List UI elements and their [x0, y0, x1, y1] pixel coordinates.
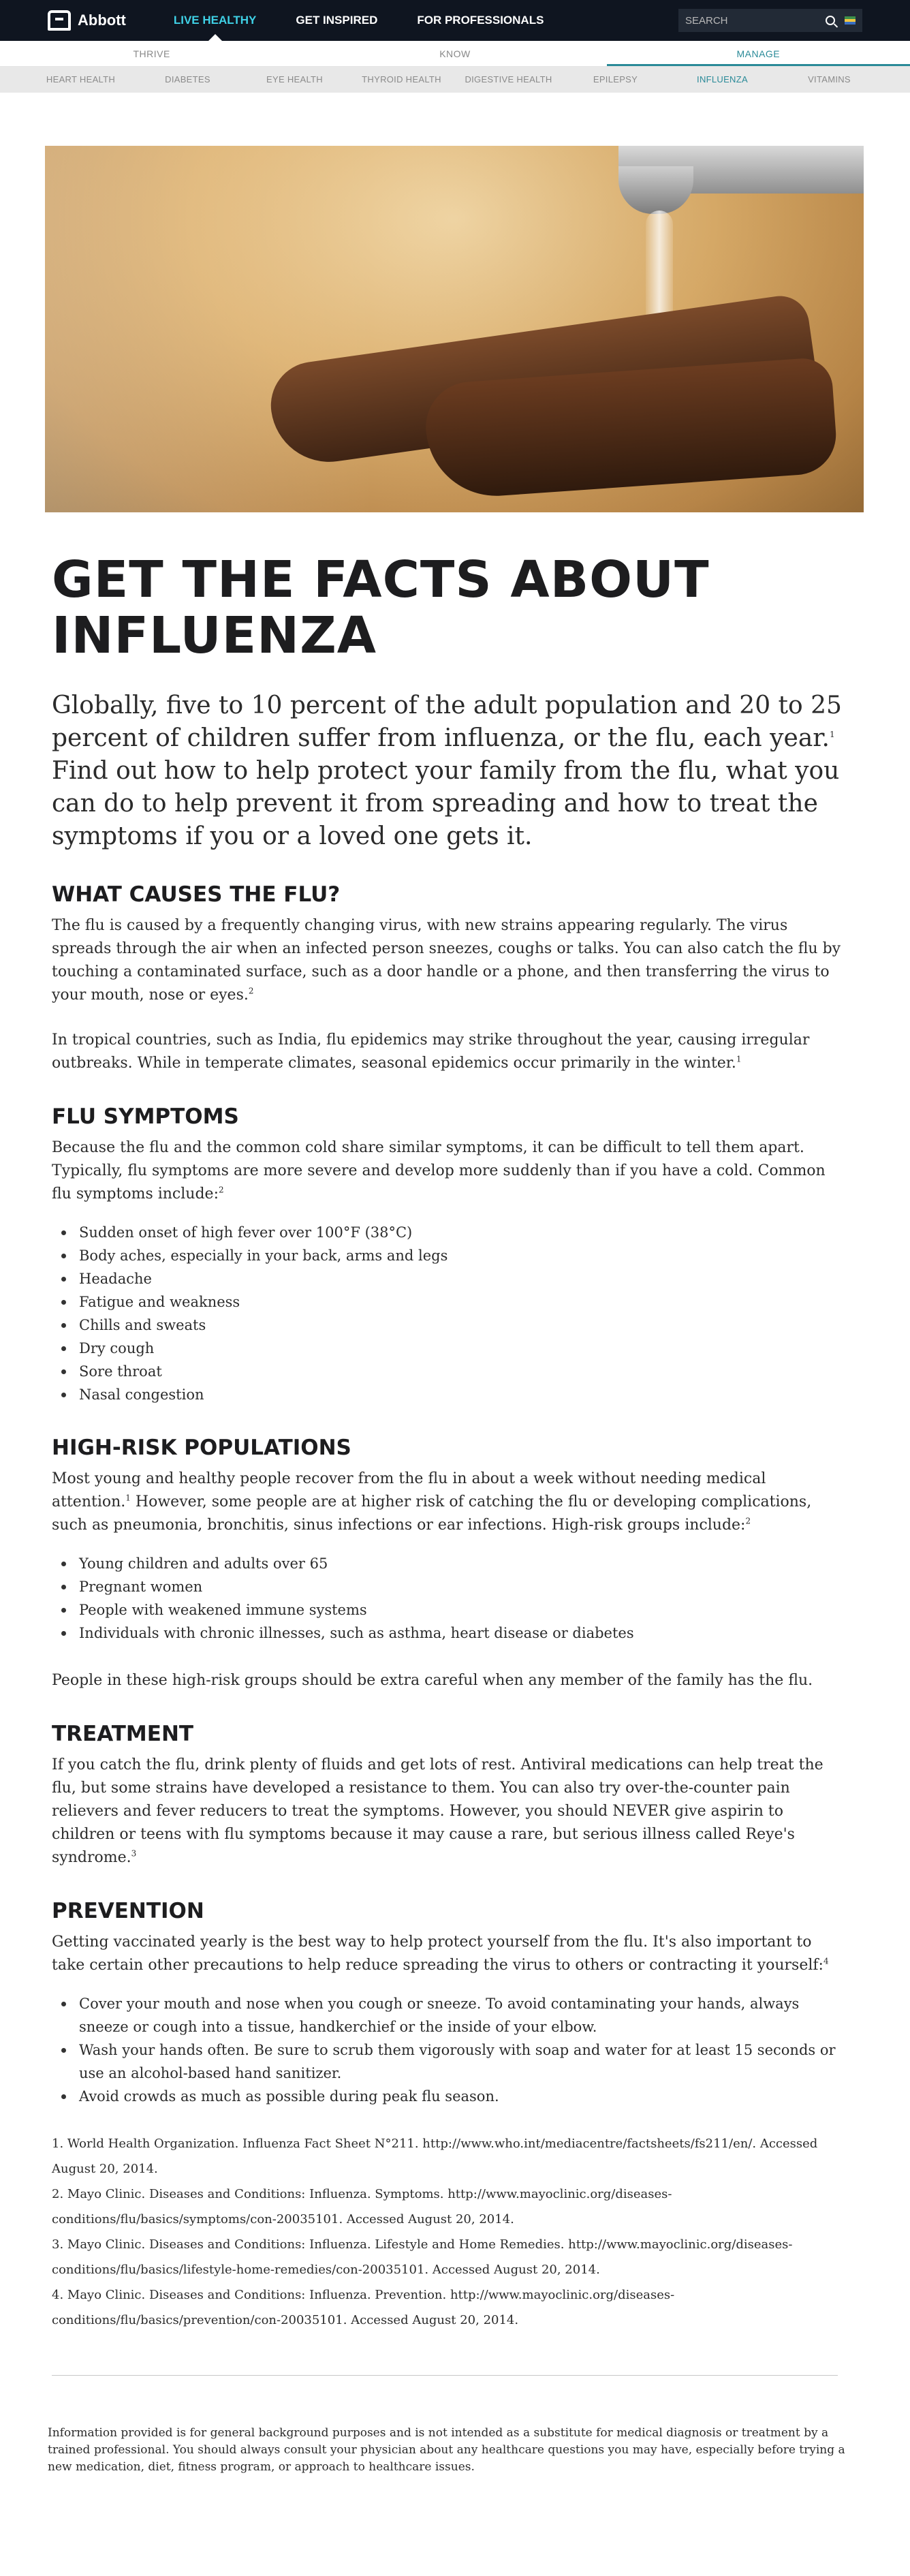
list-item: Nasal congestion — [72, 1383, 842, 1406]
section-heading-prevention: PREVENTION — [52, 1899, 204, 1923]
list-item: Body aches, especially in your back, arms and legs — [72, 1244, 842, 1267]
disclaimer: Information provided is for general background purposes and is not intended as a substitute for medical diagnosis or treatment by a trained professional. You should always consult your physician about any healthcare questions you may have, especially before trying a new medication, diet, fitness program, or approach to healthcare issues. — [48, 2426, 845, 2474]
footnote-ref[interactable]: 3 — [131, 1848, 137, 1859]
flag-icon[interactable] — [845, 16, 856, 25]
article-lead — [52, 689, 842, 853]
divider — [52, 2375, 838, 2376]
section-heading-symptoms: FLU SYMPTOMS — [52, 1104, 239, 1129]
symptoms-list — [72, 1221, 842, 1406]
reference-item: 4. Mayo Clinic. Diseases and Conditions: Influenza. Prevention. http://www.mayoclinic.org/diseases-conditions/flu/basics/prevention/con-20035101. Accessed August 20, 2014. — [52, 2288, 675, 2327]
tab-thrive[interactable]: THRIVE — [133, 48, 170, 59]
risk-list — [72, 1552, 842, 1645]
nav-for-professionals[interactable]: FOR PROFESSIONALS — [417, 14, 544, 27]
causes-paragraph-1 — [52, 914, 842, 1007]
paragraph-text: In tropical countries, such as India, flu epidemics may strike throughout the year, causing irregular outbreaks. While in temperate climates, seasonal epidemics occur primarily in the winter. — [52, 1031, 810, 1072]
category-digestive-health[interactable]: DIGESTIVE HEALTH — [465, 74, 552, 84]
brand-name: Abbott — [78, 12, 126, 29]
section-heading-high-risk: HIGH-RISK POPULATIONS — [52, 1436, 351, 1460]
footnote-ref[interactable]: 1 — [125, 1493, 131, 1503]
list-item: Sudden onset of high fever over 100°F (38°C) — [72, 1221, 842, 1244]
hero-image — [45, 146, 864, 512]
page-title: GET THE FACTS ABOUT INFLUENZA — [52, 550, 710, 665]
search-icon[interactable] — [826, 16, 835, 25]
footnote-ref[interactable]: 4 — [823, 1956, 829, 1966]
paragraph-text: However, some people are at higher risk of catching the flu or developing complications, such as pneumonia, bronchitis, sinus infections or ear infections. High-risk groups include: — [52, 1493, 812, 1534]
search-box — [678, 9, 862, 32]
list-item: Cover your mouth and nose when you cough or sneeze. To avoid contaminating your hands, always sneeze or cough into a tissue, handkerchief or the inside of your elbow. — [72, 1992, 842, 2038]
footnote-ref[interactable]: 2 — [745, 1516, 751, 1526]
footnote-ref[interactable]: 2 — [248, 986, 254, 996]
lead-text-2: Find out how to help protect your family from the flu, what you can do to help prevent it from spreading and how to treat the symptoms if you or a loved one gets it. — [52, 757, 840, 850]
category-thyroid-health[interactable]: THYROID HEALTH — [362, 74, 441, 84]
list-item: Chills and sweats — [72, 1314, 842, 1337]
brand-logo[interactable] — [48, 10, 126, 31]
list-item: Individuals with chronic illnesses, such as asthma, heart disease or diabetes — [72, 1621, 842, 1645]
abbott-logo-icon — [48, 10, 71, 31]
reference-item: 3. Mayo Clinic. Diseases and Conditions: Influenza. Lifestyle and Home Remedies. http://www.mayoclinic.org/diseases-conditions/flu/basics/lifestyle-home-remedies/con-20035101. Accessed August 20, 2014. — [52, 2237, 793, 2277]
list-item: Headache — [72, 1267, 842, 1290]
list-item: Dry cough — [72, 1337, 842, 1360]
paragraph-text: If you catch the flu, drink plenty of fluids and get lots of rest. Antiviral medications can help treat the flu, but some strains have developed a resistance to them. You can also try over-the-counter pain relievers and fever reducers to treat the symptoms. However, you should NEVER give aspirin to children or teens with flu symptoms because it may cause a rare, but serious illness called Reye's syndrome. — [52, 1756, 823, 1866]
prevention-list — [72, 1992, 842, 2108]
causes-paragraph-2 — [52, 1029, 842, 1075]
search-input[interactable] — [685, 15, 826, 27]
paragraph-text: The flu is caused by a frequently changing virus, with new strains appearing regularly. The virus spreads through the air when an infected person sneezes, coughs or talks. You can also catch the flu by touching a contaminated surface, such as a door handle or a phone, and then transferring the virus to your mouth, nose or eyes. — [52, 917, 841, 1004]
category-heart-health[interactable]: HEART HEALTH — [46, 74, 116, 84]
list-item: Pregnant women — [72, 1575, 842, 1598]
nav-get-inspired[interactable]: GET INSPIRED — [296, 14, 378, 27]
category-nav — [0, 67, 910, 93]
risk-paragraph-2: People in these high-risk groups should be extra careful when any member of the family has the flu. — [52, 1672, 813, 1689]
category-diabetes[interactable]: DIABETES — [165, 74, 210, 84]
paragraph-text: Because the flu and the common cold share similar symptoms, it can be difficult to tell them apart. Typically, flu symptoms are more severe and develop more suddenly than if you have a cold. Common flu symptoms include: — [52, 1139, 826, 1202]
risk-paragraph — [52, 1468, 842, 1537]
list-item: Sore throat — [72, 1360, 842, 1383]
list-item: Fatigue and weakness — [72, 1290, 842, 1314]
section-heading-treatment: TREATMENT — [52, 1722, 194, 1746]
tab-manage[interactable]: MANAGE — [607, 41, 910, 66]
references — [52, 2131, 842, 2333]
paragraph-text: Most young and healthy people recover from the flu in about a week without needing medical attention. — [52, 1470, 766, 1510]
lead-text: Globally, five to 10 percent of the adult population and 20 to 25 percent of children suffer from influenza, or the flu, each year. — [52, 692, 842, 752]
paragraph-text: Getting vaccinated yearly is the best way to help protect yourself from the flu. It's also important to take certain other precautions to help reduce spreading the virus to others or contracting it yourself: — [52, 1934, 823, 1974]
nav-live-healthy[interactable]: LIVE HEALTHY — [174, 0, 257, 41]
reference-item: 1. World Health Organization. Influenza Fact Sheet N°211. http://www.who.int/mediacentre/factsheets/fs211/en/. Accessed August 20, 2014. — [52, 2137, 818, 2176]
section-heading-causes: WHAT CAUSES THE FLU? — [52, 882, 341, 907]
top-nav — [0, 0, 910, 41]
article — [52, 552, 842, 2333]
prevention-paragraph — [52, 1931, 842, 1977]
tab-know[interactable]: KNOW — [439, 48, 471, 59]
category-epilepsy[interactable]: EPILEPSY — [593, 74, 638, 84]
footnote-ref[interactable]: 1 — [736, 1054, 742, 1064]
sub-nav — [0, 41, 910, 67]
list-item: Young children and adults over 65 — [72, 1552, 842, 1575]
list-item: Wash your hands often. Be sure to scrub them vigorously with soap and water for at least 15 seconds or use an alcohol-based hand sanitizer. — [72, 2038, 842, 2085]
footnote-ref[interactable]: 1 — [829, 730, 835, 739]
category-influenza[interactable]: INFLUENZA — [697, 74, 748, 84]
category-eye-health[interactable]: EYE HEALTH — [266, 74, 323, 84]
treatment-paragraph — [52, 1754, 842, 1869]
list-item: People with weakened immune systems — [72, 1598, 842, 1621]
footnote-ref[interactable]: 2 — [218, 1185, 224, 1195]
category-vitamins[interactable]: VITAMINS — [808, 74, 851, 84]
reference-item: 2. Mayo Clinic. Diseases and Conditions: Influenza. Symptoms. http://www.mayoclinic.org/diseases-conditions/flu/basics/symptoms/con-20035101. Accessed August 20, 2014. — [52, 2187, 672, 2226]
list-item: Avoid crowds as much as possible during peak flu season. — [72, 2085, 842, 2108]
symptoms-paragraph — [52, 1136, 842, 1206]
